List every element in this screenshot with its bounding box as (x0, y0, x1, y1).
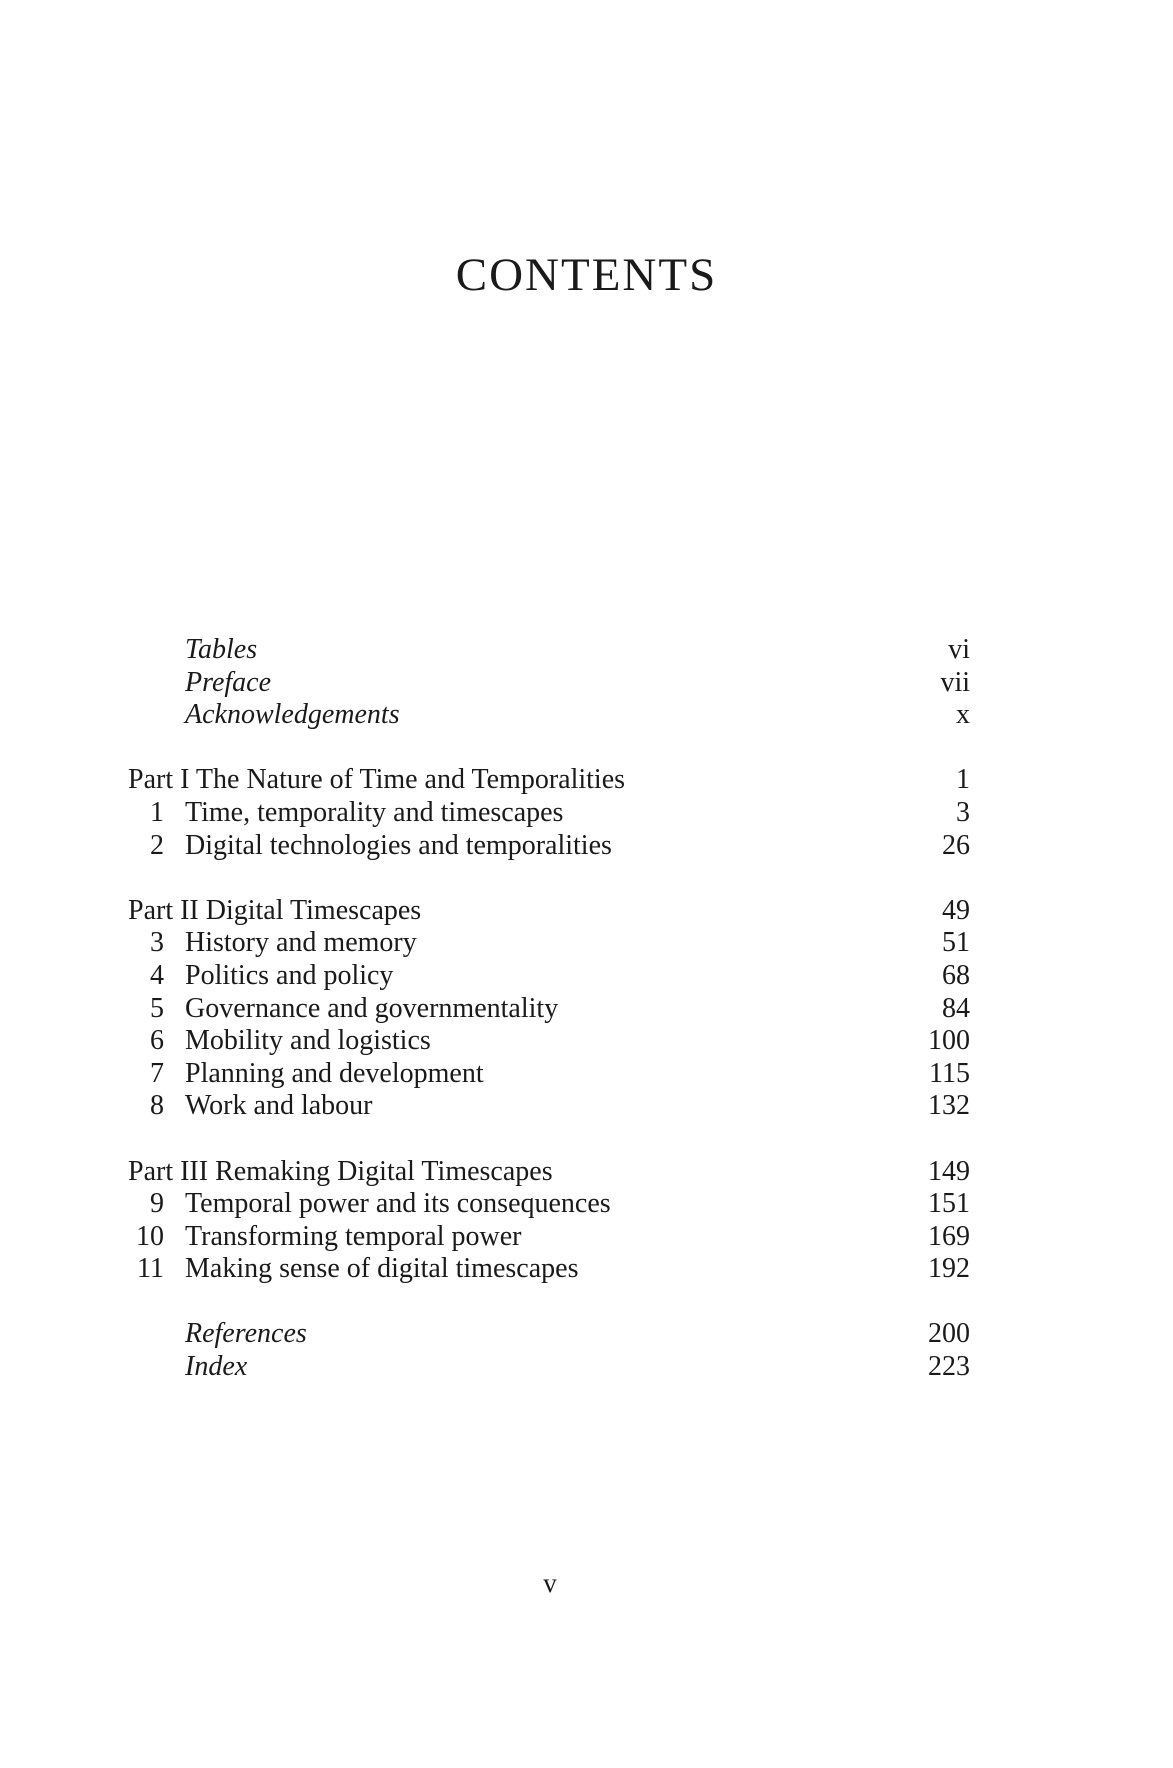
toc-entry-page: 84 (942, 992, 970, 1024)
toc-entry-page: 26 (942, 829, 970, 861)
toc-chapter-number: 7 (150, 1057, 164, 1089)
toc-chapter-title: Planning and development (185, 1057, 484, 1089)
toc-entry-page: vii (940, 666, 970, 698)
toc-chapter-number: 4 (150, 959, 164, 991)
toc-chapter-title: Governance and governmentality (185, 992, 559, 1024)
toc-chapter-2 (128, 830, 970, 863)
toc-chapter-number: 2 (150, 829, 164, 861)
toc-entry-page: vi (948, 634, 970, 665)
toc-chapter-number: 5 (150, 992, 164, 1024)
toc-chapter-9 (128, 1188, 970, 1221)
toc-entry-page: 115 (929, 1057, 970, 1089)
toc-entry-page: 223 (928, 1351, 970, 1383)
toc-chapter-11 (128, 1253, 970, 1286)
toc-part-3 (128, 1156, 970, 1189)
toc-chapter-title: Transforming temporal power (185, 1220, 522, 1252)
toc-chapter-10 (128, 1221, 970, 1254)
toc-entry-tables (128, 634, 970, 667)
toc-part-2 (128, 895, 970, 928)
toc-part-1 (128, 764, 970, 797)
toc-entry-page: 49 (942, 894, 970, 926)
toc-entry-acknowledgements (128, 699, 970, 732)
toc-chapter-title: Temporal power and its consequences (185, 1188, 611, 1220)
toc-entry-page: 169 (928, 1220, 970, 1252)
toc-chapter-title: Making sense of digital timescapes (185, 1253, 579, 1285)
toc-entry-page: 100 (928, 1025, 970, 1057)
toc-chapter-number: 9 (150, 1188, 164, 1220)
toc-entry-page: 3 (956, 796, 970, 828)
toc-chapter-number: 6 (150, 1025, 164, 1057)
toc-entry-page: x (956, 699, 970, 731)
toc-chapter-5 (128, 993, 970, 1026)
toc-entry-label: Index (185, 1351, 248, 1383)
page-number: v (543, 1568, 557, 1598)
toc-chapter-8 (128, 1090, 970, 1123)
toc-entry-references (128, 1318, 970, 1351)
toc-entry-label: Acknowledgements (185, 699, 400, 731)
toc-chapter-1 (128, 797, 970, 830)
toc-chapter-title: Time, temporality and timescapes (185, 796, 564, 828)
toc-chapter-title: Politics and policy (185, 959, 394, 991)
toc-part-label: Part I The Nature of Time and Temporalities (128, 764, 626, 796)
toc-chapter-6 (128, 1025, 970, 1058)
toc-entry-preface (128, 667, 970, 700)
page-title: CONTENTS (455, 249, 718, 301)
toc-part-label: Part III Remaking Digital Timescapes (128, 1155, 553, 1187)
toc-entry-index (128, 1351, 970, 1384)
toc-chapter-number: 3 (150, 927, 164, 959)
toc-chapter-number: 11 (137, 1253, 164, 1285)
toc-chapter-number: 10 (136, 1220, 164, 1252)
toc-entry-label: Preface (185, 666, 272, 698)
toc-entry-page: 132 (928, 1090, 970, 1122)
toc-chapter-3 (128, 927, 970, 960)
toc-entry-page: 149 (928, 1155, 970, 1187)
toc-entry-page: 151 (928, 1188, 970, 1220)
toc-part-label: Part II Digital Timescapes (128, 894, 422, 926)
toc-chapter-7 (128, 1058, 970, 1091)
toc-entry-page: 192 (928, 1253, 970, 1285)
toc-entry-page: 68 (942, 959, 970, 991)
toc-chapter-title: Digital technologies and temporalities (185, 829, 612, 861)
table-of-contents (128, 634, 970, 1384)
toc-chapter-title: History and memory (185, 927, 417, 959)
toc-chapter-title: Work and labour (185, 1090, 373, 1122)
toc-chapter-title: Mobility and logistics (185, 1025, 431, 1057)
toc-entry-page: 200 (928, 1318, 970, 1350)
toc-chapter-4 (128, 960, 970, 993)
toc-entry-label: References (185, 1318, 307, 1350)
toc-chapter-number: 1 (150, 796, 164, 828)
toc-entry-page: 1 (956, 764, 970, 796)
toc-entry-page: 51 (942, 927, 970, 959)
toc-entry-label: Tables (185, 634, 258, 665)
toc-chapter-number: 8 (150, 1090, 164, 1122)
